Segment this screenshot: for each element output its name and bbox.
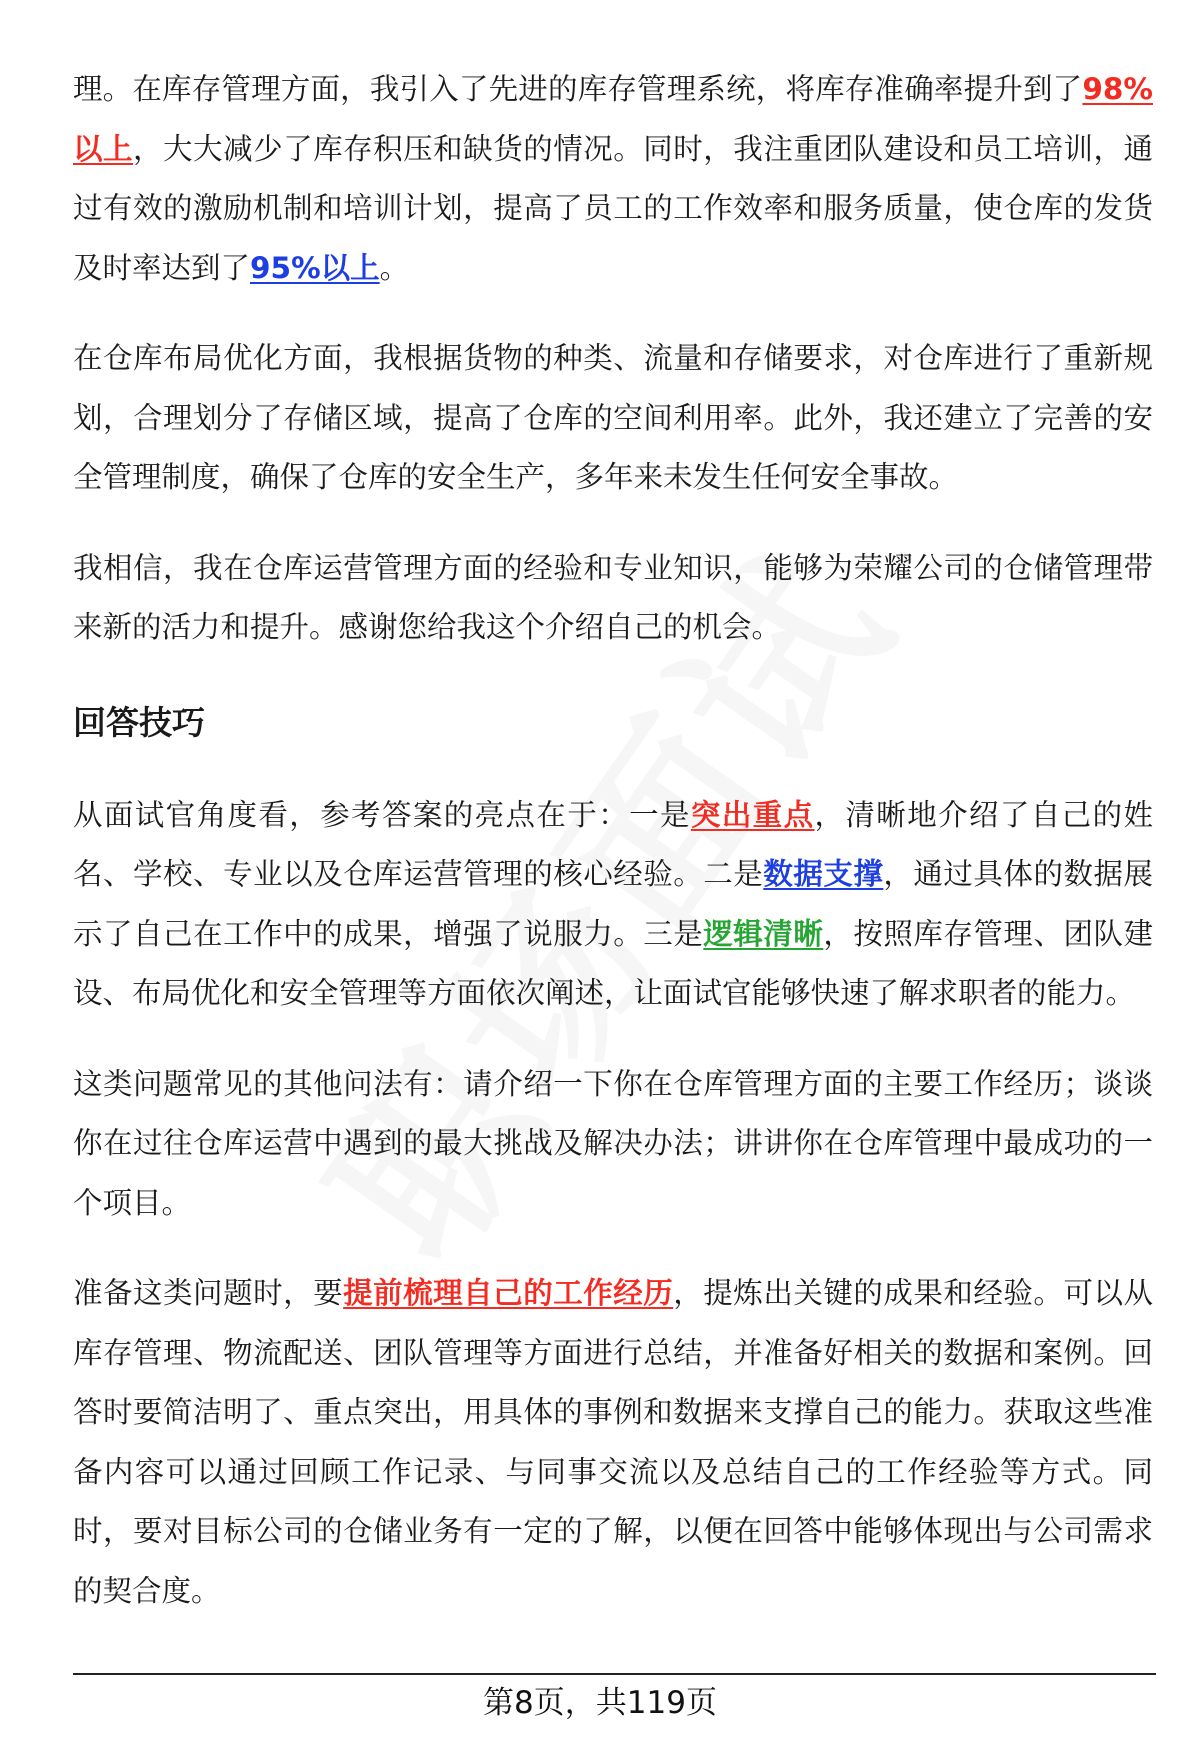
paragraph-text: 准备这类问题时，要 xyxy=(73,1276,344,1310)
paragraph-text: 。 xyxy=(379,250,410,285)
section-heading: 回答技巧 xyxy=(73,702,205,742)
highlight-clear-logic: 逻辑清晰 xyxy=(703,916,824,951)
paragraph-text: ，大大减少了库存积压和缺货的情况。同时，我注重团队建设和员工培训，通过有效的激励机制和培训计划，提高了员工的工作效率和服务质量，使仓库的发货及时率达到了 xyxy=(73,131,1153,285)
page-number: 第8页，共119页 xyxy=(483,1685,717,1721)
section-gap xyxy=(73,658,1153,698)
paragraph-highlights xyxy=(73,786,1153,1024)
paragraph-text: ，按照库存管理、团队建设、布局优化和安全管理等方面依次阐述，让面试官能够快速了解求职者的能力。 xyxy=(73,916,1153,1010)
paragraph-text: ，提炼出关键的成果和经验。可以从库存管理、物流配送、团队管理等方面进行总结，并准备好相关的数据和案例。回答时要简洁明了、重点突出，用具体的事例和数据来支撑自己的能力。获取这些准备内容可以通过回顾工作记录、与同事交流以及总结自己的工作经验等方式。同时，要对目标公司的仓储业务有一定的了解，以便在回答中能够体现出与公司需求的契合度。 xyxy=(73,1276,1153,1608)
highlight-inventory-accuracy: 98%以上 xyxy=(73,72,1153,166)
paragraph-gap xyxy=(73,1024,1153,1055)
paragraph-gap xyxy=(73,298,1153,329)
highlight-focus: 突出重点 xyxy=(690,797,815,832)
paragraph-other-questions: 这类问题常见的其他问法有：请介绍一下你在仓库管理方面的主要工作经历；谈谈你在过往仓库运营中遇到的最大挑战及解决办法；讲讲你在仓库管理中最成功的一个项目。 xyxy=(73,1066,1153,1220)
paragraph-preparation xyxy=(73,1264,1153,1621)
section-gap xyxy=(73,748,1153,786)
paragraph-inventory xyxy=(73,60,1153,298)
paragraph-text: ，通过具体的数据展示了自己在工作中的成果，增强了说服力。三是 xyxy=(73,857,1153,951)
paragraph-gap xyxy=(73,1233,1153,1264)
paragraph-text: 从面试官角度看，参考答案的亮点在于：一是 xyxy=(73,797,691,832)
paragraph-layout-optimization: 在仓库布局优化方面，我根据货物的种类、流量和存储要求，对仓库进行了重新规划，合理划分了存储区域，提高了仓库的空间利用率。此外，我还建立了完善的安全管理制度，确保了仓库的安全生产，多年来未发生任何安全事故。 xyxy=(73,341,1153,494)
highlight-delivery-rate: 95%以上 xyxy=(250,250,380,285)
paragraph-gap xyxy=(73,508,1153,539)
page-content xyxy=(73,60,1153,1621)
paragraph-text: 理。在库存管理方面，我引入了先进的库存管理系统，将库存准确率提升到了 xyxy=(73,72,1083,106)
highlight-data-support: 数据支撑 xyxy=(763,857,884,891)
highlight-review-experience: 提前梳理自己的工作经历 xyxy=(343,1276,674,1310)
footer-divider xyxy=(73,1673,1156,1675)
paragraph-closing: 我相信，我在仓库运营管理方面的经验和专业知识，能够为荣耀公司的仓储管理带来新的活力和提升。感谢您给我这个介绍自己的机会。 xyxy=(73,550,1153,644)
paragraph-text: ，清晰地介绍了自己的姓名、学校、专业以及仓库运营管理的核心经验。二是 xyxy=(73,797,1153,891)
